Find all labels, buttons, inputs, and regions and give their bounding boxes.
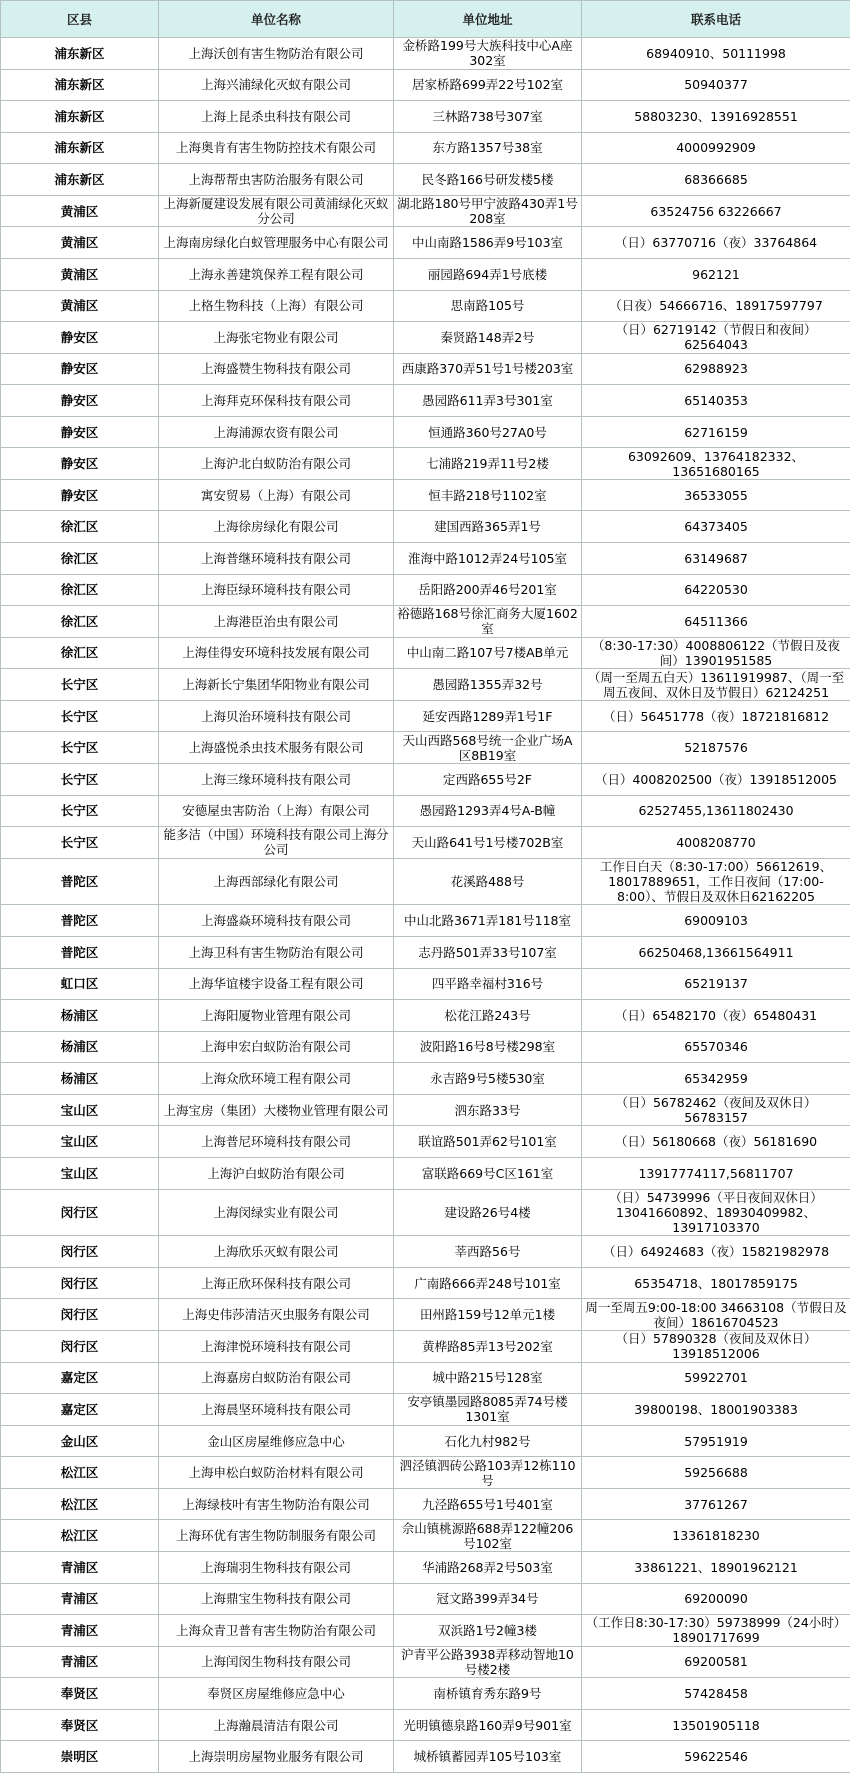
address-cell: 永吉路9号5楼530室 <box>394 1063 582 1095</box>
phone-cell: （日）63770716（夜）33764864 <box>582 227 850 259</box>
phone-cell: 39800198、18001903383 <box>582 1394 850 1426</box>
table-row <box>1 1236 850 1268</box>
phone-cell: 65140353 <box>582 385 850 417</box>
address-cell: 波阳路16号8号楼298室 <box>394 1031 582 1063</box>
district-cell: 徐汇区 <box>1 543 159 575</box>
district-cell: 普陀区 <box>1 905 159 937</box>
table-row <box>1 1457 850 1489</box>
company-name-cell: 上海新厦建设发展有限公司黄浦绿化灭蚁分公司 <box>159 195 394 227</box>
address-cell: 沪青平公路3938弄移动智地10号楼2楼 <box>394 1646 582 1678</box>
district-cell: 松江区 <box>1 1520 159 1552</box>
phone-cell: 工作日白天（8:30-17:00）56612619、18017889651，工作日夜间（17:00-8:00）、节假日及双休日62162205 <box>582 858 850 905</box>
address-cell: 城桥镇蓄园弄105号103室 <box>394 1741 582 1773</box>
company-name-cell: 上海众青卫普有害生物防治有限公司 <box>159 1615 394 1647</box>
table-row <box>1 1615 850 1647</box>
address-cell: 丽园路694弄1号底楼 <box>394 258 582 290</box>
phone-cell: 57951919 <box>582 1425 850 1457</box>
address-cell: 民冬路166号研发楼5楼 <box>394 164 582 196</box>
address-cell: 城中路215号128室 <box>394 1362 582 1394</box>
table-row <box>1 700 850 732</box>
table-row <box>1 1157 850 1189</box>
company-name-cell: 上海浦源农资有限公司 <box>159 416 394 448</box>
address-cell: 光明镇德泉路160弄9号901室 <box>394 1709 582 1741</box>
address-cell: 愚园路1355弄32号 <box>394 669 582 701</box>
company-name-cell: 上海拜克环保科技有限公司 <box>159 385 394 417</box>
district-cell: 徐汇区 <box>1 574 159 606</box>
header-company-name: 单位名称 <box>159 1 394 38</box>
address-cell: 西康路370弄51号1号楼203室 <box>394 353 582 385</box>
district-cell: 浦东新区 <box>1 101 159 133</box>
phone-cell: 64220530 <box>582 574 850 606</box>
header-phone: 联系电话 <box>582 1 850 38</box>
company-name-cell: 上海港臣治虫有限公司 <box>159 606 394 638</box>
district-cell: 宝山区 <box>1 1157 159 1189</box>
company-name-cell: 上海卫科有害生物防治有限公司 <box>159 937 394 969</box>
address-cell: 广南路666弄248号101室 <box>394 1267 582 1299</box>
district-cell: 杨浦区 <box>1 1063 159 1095</box>
table-row <box>1 858 850 905</box>
address-cell: 石化九村982号 <box>394 1425 582 1457</box>
district-cell: 浦东新区 <box>1 69 159 101</box>
company-name-cell: 上海贝治环境科技有限公司 <box>159 700 394 732</box>
district-cell: 闵行区 <box>1 1331 159 1363</box>
phone-cell: （8:30-17:30）4008806122（节假日及夜间）13901951585 <box>582 637 850 669</box>
header-row <box>1 1 850 38</box>
phone-cell: 周一至周五9:00-18:00 34663108（节假日及夜间）18616704523 <box>582 1299 850 1331</box>
phone-cell: 63092609、13764182332、13651680165 <box>582 448 850 480</box>
district-cell: 浦东新区 <box>1 132 159 164</box>
phone-cell: 64373405 <box>582 511 850 543</box>
table-row <box>1 1678 850 1710</box>
table-row <box>1 1551 850 1583</box>
table-row <box>1 1000 850 1032</box>
address-cell: 恒丰路218号1102室 <box>394 479 582 511</box>
address-cell: 淮海中路1012弄24号105室 <box>394 543 582 575</box>
table-row <box>1 511 850 543</box>
table-row <box>1 1094 850 1126</box>
company-name-cell: 安德屋虫害防治（上海）有限公司 <box>159 795 394 827</box>
address-cell: 恒通路360号27A0号 <box>394 416 582 448</box>
district-cell: 青浦区 <box>1 1551 159 1583</box>
phone-cell: 37761267 <box>582 1488 850 1520</box>
district-cell: 长宁区 <box>1 827 159 859</box>
district-cell: 长宁区 <box>1 795 159 827</box>
phone-cell: 4008208770 <box>582 827 850 859</box>
address-cell: 定西路655号2F <box>394 763 582 795</box>
table-row <box>1 827 850 859</box>
phone-cell: （日）56451778（夜）18721816812 <box>582 700 850 732</box>
table-row <box>1 606 850 638</box>
table-row <box>1 1299 850 1331</box>
company-name-cell: 上海宝房（集团）大楼物业管理有限公司 <box>159 1094 394 1126</box>
table-row <box>1 732 850 764</box>
company-name-cell: 上海徐房绿化有限公司 <box>159 511 394 543</box>
district-cell: 嘉定区 <box>1 1362 159 1394</box>
table-row <box>1 353 850 385</box>
phone-cell: 64511366 <box>582 606 850 638</box>
company-name-cell: 上海申宏白蚁防治有限公司 <box>159 1031 394 1063</box>
company-name-cell: 上海上昆杀虫科技有限公司 <box>159 101 394 133</box>
address-cell: 建设路26号4楼 <box>394 1189 582 1236</box>
company-name-cell: 能多洁（中国）环境科技有限公司上海分公司 <box>159 827 394 859</box>
table-row <box>1 1063 850 1095</box>
company-name-cell: 上海张宅物业有限公司 <box>159 322 394 354</box>
address-cell: 秦贤路148弄2号 <box>394 322 582 354</box>
table-row <box>1 1425 850 1457</box>
phone-cell: 63524756 63226667 <box>582 195 850 227</box>
phone-cell: 50940377 <box>582 69 850 101</box>
company-name-cell: 上海津悦环境科技有限公司 <box>159 1331 394 1363</box>
company-name-cell: 上海兴浦绿化灭蚁有限公司 <box>159 69 394 101</box>
phone-cell: 962121 <box>582 258 850 290</box>
table-row <box>1 763 850 795</box>
district-cell: 奉贤区 <box>1 1678 159 1710</box>
company-name-cell: 上海崇明房屋物业服务有限公司 <box>159 1741 394 1773</box>
company-name-cell: 上海沃创有害生物防治有限公司 <box>159 38 394 70</box>
address-cell: 莘西路56号 <box>394 1236 582 1268</box>
address-cell: 安亭镇墨园路8085弄74号楼1301室 <box>394 1394 582 1426</box>
district-cell: 黄浦区 <box>1 290 159 322</box>
table-row <box>1 905 850 937</box>
phone-cell: 69009103 <box>582 905 850 937</box>
address-cell: 思南路105号 <box>394 290 582 322</box>
address-cell: 中山北路3671弄181号118室 <box>394 905 582 937</box>
company-name-cell: 上海华谊楼宇设备工程有限公司 <box>159 968 394 1000</box>
company-name-cell: 上海沪北白蚁防治有限公司 <box>159 448 394 480</box>
table-row <box>1 1646 850 1678</box>
district-cell: 奉贤区 <box>1 1709 159 1741</box>
phone-cell: 52187576 <box>582 732 850 764</box>
phone-cell: 65219137 <box>582 968 850 1000</box>
company-name-cell: 上海盛赞生物科技有限公司 <box>159 353 394 385</box>
phone-cell: 66250468,13661564911 <box>582 937 850 969</box>
company-name-cell: 上海南房绿化白蚁管理服务中心有限公司 <box>159 227 394 259</box>
company-name-cell: 上海帮帮虫害防治服务有限公司 <box>159 164 394 196</box>
table-row <box>1 1709 850 1741</box>
address-cell: 佘山镇桃源路688弄122幢206号102室 <box>394 1520 582 1552</box>
phone-cell: （日）54739996（平日夜间双休日）13041660892、18930409982、13917103370 <box>582 1189 850 1236</box>
address-cell: 富联路669号C区161室 <box>394 1157 582 1189</box>
phone-cell: 59256688 <box>582 1457 850 1489</box>
phone-cell: 33861221、18901962121 <box>582 1551 850 1583</box>
table-row <box>1 322 850 354</box>
company-name-cell: 寓安贸易（上海）有限公司 <box>159 479 394 511</box>
address-cell: 联谊路501弄62号101室 <box>394 1126 582 1158</box>
table-row <box>1 38 850 70</box>
district-cell: 青浦区 <box>1 1583 159 1615</box>
company-name-cell: 上海环优有害生物防制服务有限公司 <box>159 1520 394 1552</box>
company-name-cell: 上海众欣环境工程有限公司 <box>159 1063 394 1095</box>
company-name-cell: 上海欣乐灭蚁有限公司 <box>159 1236 394 1268</box>
address-cell: 九泾路655号1号401室 <box>394 1488 582 1520</box>
phone-cell: 63149687 <box>582 543 850 575</box>
company-name-cell: 上海奥肯有害生物防控技术有限公司 <box>159 132 394 164</box>
district-cell: 静安区 <box>1 416 159 448</box>
company-name-cell: 上格生物科技（上海）有限公司 <box>159 290 394 322</box>
table-row <box>1 164 850 196</box>
company-name-cell: 上海盛悦杀虫技术服务有限公司 <box>159 732 394 764</box>
address-cell: 志丹路501弄33号107室 <box>394 937 582 969</box>
company-name-cell: 上海永善建筑保养工程有限公司 <box>159 258 394 290</box>
district-cell: 闵行区 <box>1 1189 159 1236</box>
phone-cell: 36533055 <box>582 479 850 511</box>
district-cell: 普陀区 <box>1 937 159 969</box>
phone-cell: （日）56782462（夜间及双休日）56783157 <box>582 1094 850 1126</box>
address-cell: 天山路641号1号楼702B室 <box>394 827 582 859</box>
address-cell: 田州路159号12单元1楼 <box>394 1299 582 1331</box>
district-cell: 长宁区 <box>1 763 159 795</box>
table-row <box>1 1267 850 1299</box>
company-name-cell: 奉贤区房屋维修应急中心 <box>159 1678 394 1710</box>
table-row <box>1 1031 850 1063</box>
district-cell: 徐汇区 <box>1 511 159 543</box>
phone-cell: （周一至周五白天）13611919987、（周一至周五夜间、双休日及节假日）62124251 <box>582 669 850 701</box>
table-row <box>1 637 850 669</box>
company-name-cell: 上海新长宁集团华阳物业有限公司 <box>159 669 394 701</box>
address-cell: 泗泾镇泗砖公路103弄12栋110号 <box>394 1457 582 1489</box>
phone-cell: （日）65482170（夜）65480431 <box>582 1000 850 1032</box>
address-cell: 愚园路611弄3号301室 <box>394 385 582 417</box>
table-row <box>1 1741 850 1773</box>
table-row <box>1 1488 850 1520</box>
table-row <box>1 543 850 575</box>
company-name-cell: 上海盛焱环境科技有限公司 <box>159 905 394 937</box>
table-row <box>1 448 850 480</box>
table-header <box>1 1 850 38</box>
district-cell: 松江区 <box>1 1457 159 1489</box>
phone-cell: （日夜）54666716、18917597797 <box>582 290 850 322</box>
phone-cell: 4000992909 <box>582 132 850 164</box>
district-cell: 虹口区 <box>1 968 159 1000</box>
table-row <box>1 227 850 259</box>
phone-cell: 59622546 <box>582 1741 850 1773</box>
district-cell: 杨浦区 <box>1 1031 159 1063</box>
district-cell: 长宁区 <box>1 700 159 732</box>
header-address: 单位地址 <box>394 1 582 38</box>
district-cell: 松江区 <box>1 1488 159 1520</box>
company-name-cell: 上海绿枝叶有害生物防治有限公司 <box>159 1488 394 1520</box>
company-name-cell: 上海史伟莎清洁灭虫服务有限公司 <box>159 1299 394 1331</box>
company-name-cell: 上海普尼环境科技有限公司 <box>159 1126 394 1158</box>
district-cell: 长宁区 <box>1 732 159 764</box>
district-cell: 闵行区 <box>1 1236 159 1268</box>
table-row <box>1 1189 850 1236</box>
company-name-cell: 上海佳得安环境科技发展有限公司 <box>159 637 394 669</box>
table-row <box>1 258 850 290</box>
phone-cell: 68366685 <box>582 164 850 196</box>
address-cell: 泗东路33号 <box>394 1094 582 1126</box>
district-cell: 崇明区 <box>1 1741 159 1773</box>
district-cell: 静安区 <box>1 448 159 480</box>
district-cell: 普陀区 <box>1 858 159 905</box>
phone-cell: 13361818230 <box>582 1520 850 1552</box>
address-cell: 黄桦路85弄13号202室 <box>394 1331 582 1363</box>
address-cell: 居家桥路699弄22号102室 <box>394 69 582 101</box>
phone-cell: 13917774117,56811707 <box>582 1157 850 1189</box>
phone-cell: 69200090 <box>582 1583 850 1615</box>
table-row <box>1 669 850 701</box>
district-cell: 静安区 <box>1 353 159 385</box>
phone-cell: 62716159 <box>582 416 850 448</box>
district-cell: 杨浦区 <box>1 1000 159 1032</box>
district-cell: 黄浦区 <box>1 258 159 290</box>
table-row <box>1 132 850 164</box>
district-cell: 静安区 <box>1 385 159 417</box>
company-name-cell: 上海瑞羽生物科技有限公司 <box>159 1551 394 1583</box>
address-cell: 天山西路568号统一企业广场A区8B19室 <box>394 732 582 764</box>
address-cell: 裕德路168号徐汇商务大厦1602室 <box>394 606 582 638</box>
phone-cell: 57428458 <box>582 1678 850 1710</box>
company-name-cell: 上海沪白蚁防治有限公司 <box>159 1157 394 1189</box>
company-name-cell: 上海阳厦物业管理有限公司 <box>159 1000 394 1032</box>
table-row <box>1 1520 850 1552</box>
district-cell: 长宁区 <box>1 669 159 701</box>
address-cell: 愚园路1293弄4号A-B幢 <box>394 795 582 827</box>
address-cell: 东方路1357号38室 <box>394 132 582 164</box>
address-cell: 湖北路180号甲宁波路430弄1号208室 <box>394 195 582 227</box>
address-cell: 松花江路243号 <box>394 1000 582 1032</box>
address-cell: 四平路幸福村316号 <box>394 968 582 1000</box>
table-row <box>1 937 850 969</box>
district-cell: 徐汇区 <box>1 606 159 638</box>
address-cell: 中山南二路107号7楼AB单元 <box>394 637 582 669</box>
district-cell: 浦东新区 <box>1 38 159 70</box>
table-body <box>1 38 850 1773</box>
phone-cell: 65342959 <box>582 1063 850 1095</box>
company-name-cell: 上海申松白蚁防治材料有限公司 <box>159 1457 394 1489</box>
district-cell: 宝山区 <box>1 1094 159 1126</box>
table-row <box>1 101 850 133</box>
company-name-cell: 上海瀚晨清洁有限公司 <box>159 1709 394 1741</box>
district-cell: 宝山区 <box>1 1126 159 1158</box>
phone-cell: 62527455,13611802430 <box>582 795 850 827</box>
phone-cell: 58803230、13916928551 <box>582 101 850 133</box>
phone-cell: 13501905118 <box>582 1709 850 1741</box>
phone-cell: 62988923 <box>582 353 850 385</box>
table-row <box>1 290 850 322</box>
address-cell: 岳阳路200弄46号201室 <box>394 574 582 606</box>
company-name-cell: 金山区房屋维修应急中心 <box>159 1425 394 1457</box>
district-cell: 徐汇区 <box>1 637 159 669</box>
district-cell: 黄浦区 <box>1 227 159 259</box>
table-row <box>1 416 850 448</box>
header-district: 区县 <box>1 1 159 38</box>
district-cell: 金山区 <box>1 1425 159 1457</box>
phone-cell: 59922701 <box>582 1362 850 1394</box>
address-cell: 建国西路365弄1号 <box>394 511 582 543</box>
district-cell: 静安区 <box>1 479 159 511</box>
company-name-cell: 上海普继环境科技有限公司 <box>159 543 394 575</box>
district-cell: 静安区 <box>1 322 159 354</box>
phone-cell: （日）62719142（节假日和夜间）62564043 <box>582 322 850 354</box>
address-cell: 延安西路1289弄1号1F <box>394 700 582 732</box>
phone-cell: 65354718、18017859175 <box>582 1267 850 1299</box>
table-row <box>1 574 850 606</box>
district-cell: 闵行区 <box>1 1267 159 1299</box>
company-name-cell: 上海臣绿环境科技有限公司 <box>159 574 394 606</box>
company-name-cell: 上海晨坚环境科技有限公司 <box>159 1394 394 1426</box>
phone-cell: 69200581 <box>582 1646 850 1678</box>
company-name-cell: 上海三缘环境科技有限公司 <box>159 763 394 795</box>
district-cell: 黄浦区 <box>1 195 159 227</box>
table-row <box>1 1583 850 1615</box>
table-row <box>1 1394 850 1426</box>
phone-cell: 65570346 <box>582 1031 850 1063</box>
table-row <box>1 69 850 101</box>
company-name-cell: 上海正欣环保科技有限公司 <box>159 1267 394 1299</box>
district-cell: 闵行区 <box>1 1299 159 1331</box>
phone-cell: （工作日8:30-17:30）59738999（24小时）18901717699 <box>582 1615 850 1647</box>
phone-cell: （日）56180668（夜）56181690 <box>582 1126 850 1158</box>
address-cell: 花溪路488号 <box>394 858 582 905</box>
address-cell: 冠文路399弄34号 <box>394 1583 582 1615</box>
table-row <box>1 1362 850 1394</box>
address-cell: 三林路738号307室 <box>394 101 582 133</box>
company-name-cell: 上海西部绿化有限公司 <box>159 858 394 905</box>
address-cell: 双浜路1号2幢3楼 <box>394 1615 582 1647</box>
company-name-cell: 上海鼎宝生物科技有限公司 <box>159 1583 394 1615</box>
district-cell: 浦东新区 <box>1 164 159 196</box>
company-name-cell: 上海嘉房白蚁防治有限公司 <box>159 1362 394 1394</box>
phone-cell: 68940910、50111998 <box>582 38 850 70</box>
address-cell: 南桥镇育秀东路9号 <box>394 1678 582 1710</box>
address-cell: 华浦路268弄2号503室 <box>394 1551 582 1583</box>
table-row <box>1 479 850 511</box>
table-row <box>1 195 850 227</box>
table-row <box>1 385 850 417</box>
address-cell: 七浦路219弄11号2楼 <box>394 448 582 480</box>
company-name-cell: 上海闰闵生物科技有限公司 <box>159 1646 394 1678</box>
district-cell: 青浦区 <box>1 1615 159 1647</box>
district-cell: 青浦区 <box>1 1646 159 1678</box>
table-row <box>1 795 850 827</box>
company-name-cell: 上海闵绿实业有限公司 <box>159 1189 394 1236</box>
address-cell: 金桥路199号大族科技中心A座302室 <box>394 38 582 70</box>
table-row <box>1 1331 850 1363</box>
table-row <box>1 1126 850 1158</box>
phone-cell: （日）57890328（夜间及双休日）13918512006 <box>582 1331 850 1363</box>
district-cell: 嘉定区 <box>1 1394 159 1426</box>
phone-cell: （日）4008202500（夜）13918512005 <box>582 763 850 795</box>
address-cell: 中山南路1586弄9号103室 <box>394 227 582 259</box>
table-row <box>1 968 850 1000</box>
phone-cell: （日）64924683（夜）15821982978 <box>582 1236 850 1268</box>
